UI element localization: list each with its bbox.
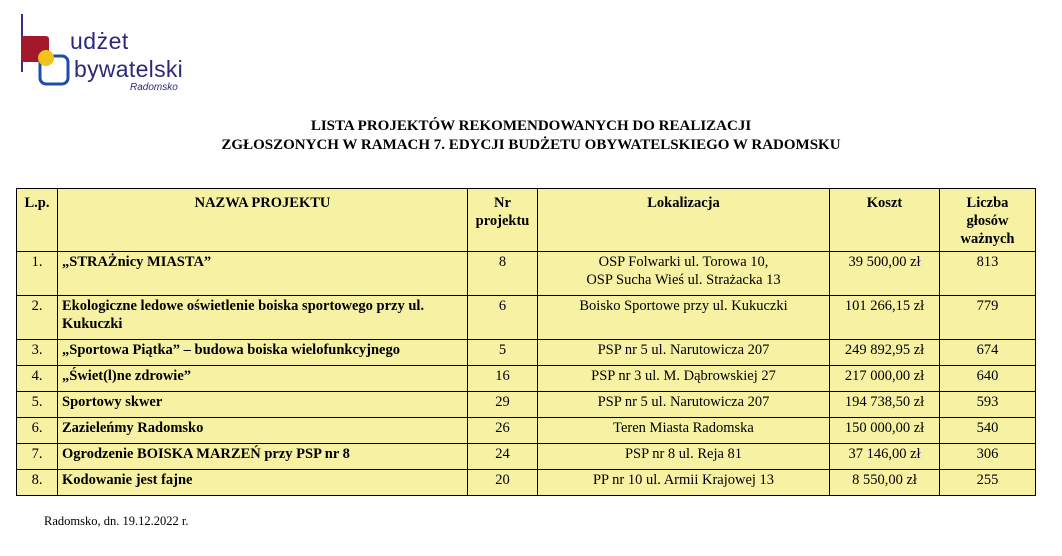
cell-votes: 674 <box>940 340 1036 366</box>
cell-location <box>538 252 830 296</box>
cell-nr: 6 <box>468 296 538 340</box>
cell-nr: 5 <box>468 340 538 366</box>
cell-name: „STRAŻnicy MIASTA” <box>58 252 468 296</box>
header-name: NAZWA PROJEKTU <box>58 189 468 252</box>
document-title <box>0 117 1062 155</box>
cell-votes: 779 <box>940 296 1036 340</box>
cell-name: Kodowanie jest fajne <box>58 470 468 496</box>
cell-location-line1: OSP Folwarki ul. Torowa 10, <box>598 254 769 270</box>
table-row <box>17 444 1036 470</box>
cell-cost: 101 266,15 zł <box>830 296 940 340</box>
table-row <box>17 340 1036 366</box>
cell-cost: 8 550,00 zł <box>830 470 940 496</box>
cell-nr: 26 <box>468 418 538 444</box>
cell-name: „Sportowa Piątka” – budowa boiska wielofunkcyjnego <box>58 340 468 366</box>
cell-votes: 306 <box>940 444 1036 470</box>
cell-lp: 8. <box>17 470 58 496</box>
cell-votes: 540 <box>940 418 1036 444</box>
cell-lp: 1. <box>17 252 58 296</box>
table-row <box>17 392 1036 418</box>
cell-cost: 249 892,95 zł <box>830 340 940 366</box>
cell-cost: 150 000,00 zł <box>830 418 940 444</box>
header-lp: L.p. <box>17 189 58 252</box>
cell-location: PSP nr 5 ul. Narutowicza 207 <box>538 392 830 418</box>
cell-lp: 2. <box>17 296 58 340</box>
table-row <box>17 296 1036 340</box>
cell-cost: 39 500,00 zł <box>830 252 940 296</box>
table-header-row <box>17 189 1036 252</box>
cell-votes: 813 <box>940 252 1036 296</box>
header-location: Lokalizacja <box>538 189 830 252</box>
logo-word-radomsko: Radomsko <box>130 82 178 93</box>
cell-cost: 194 738,50 zł <box>830 392 940 418</box>
table-row <box>17 252 1036 296</box>
logo-word-budzet: udżet <box>70 28 129 54</box>
cell-nr: 20 <box>468 470 538 496</box>
cell-name: Ekologiczne ledowe oświetlenie boiska sportowego przy ul. Kukuczki <box>58 296 468 340</box>
cell-nr: 29 <box>468 392 538 418</box>
cell-lp: 4. <box>17 366 58 392</box>
table-row <box>17 418 1036 444</box>
cell-votes: 593 <box>940 392 1036 418</box>
cell-lp: 7. <box>17 444 58 470</box>
logo <box>18 12 218 102</box>
projects-table <box>16 188 1036 496</box>
cell-cost: 37 146,00 zł <box>830 444 940 470</box>
header-votes-line3: ważnych <box>960 231 1015 247</box>
cell-location: Teren Miasta Radomska <box>538 418 830 444</box>
cell-location: PSP nr 3 ul. M. Dąbrowskiej 27 <box>538 366 830 392</box>
cell-lp: 5. <box>17 392 58 418</box>
header-cost: Koszt <box>830 189 940 252</box>
cell-location-line2: OSP Sucha Wieś ul. Strażacka 13 <box>586 272 781 288</box>
cell-votes: 640 <box>940 366 1036 392</box>
cell-lp: 3. <box>17 340 58 366</box>
logo-word-obywatelski: bywatelski <box>74 56 184 82</box>
title-line-1: LISTA PROJEKTÓW REKOMENDOWANYCH DO REALIZACJI <box>310 118 752 134</box>
cell-location: PSP nr 8 ul. Reja 81 <box>538 444 830 470</box>
cell-name: Ogrodzenie BOISKA MARZEŃ przy PSP nr 8 <box>58 444 468 470</box>
cell-nr: 24 <box>468 444 538 470</box>
footer-date: Radomsko, dn. 19.12.2022 r. <box>44 514 189 528</box>
cell-location: Boisko Sportowe przy ul. Kukuczki <box>538 296 830 340</box>
cell-name: Zazieleńmy Radomsko <box>58 418 468 444</box>
cell-nr: 8 <box>468 252 538 296</box>
cell-location: PSP nr 5 ul. Narutowicza 207 <box>538 340 830 366</box>
cell-location: PP nr 10 ul. Armii Krajowej 13 <box>538 470 830 496</box>
logo-emblem-icon <box>18 32 78 92</box>
cell-name: „Świet(l)ne zdrowie” <box>58 366 468 392</box>
title-line-2: ZGŁOSZONYCH W RAMACH 7. EDYCJI BUDŻETU OBYWATELSKIEGO W RADOMSKU <box>221 137 841 153</box>
header-nr-line1: Nr <box>494 195 511 211</box>
table-row <box>17 366 1036 392</box>
header-votes-line2: głosów <box>966 213 1009 229</box>
cell-votes: 255 <box>940 470 1036 496</box>
cell-name: Sportowy skwer <box>58 392 468 418</box>
cell-nr: 16 <box>468 366 538 392</box>
header-votes-line1: Liczba <box>966 195 1009 211</box>
table-row <box>17 470 1036 496</box>
header-nr <box>468 189 538 252</box>
header-votes <box>940 189 1036 252</box>
cell-cost: 217 000,00 zł <box>830 366 940 392</box>
header-nr-line2: projektu <box>475 213 530 229</box>
cell-lp: 6. <box>17 418 58 444</box>
